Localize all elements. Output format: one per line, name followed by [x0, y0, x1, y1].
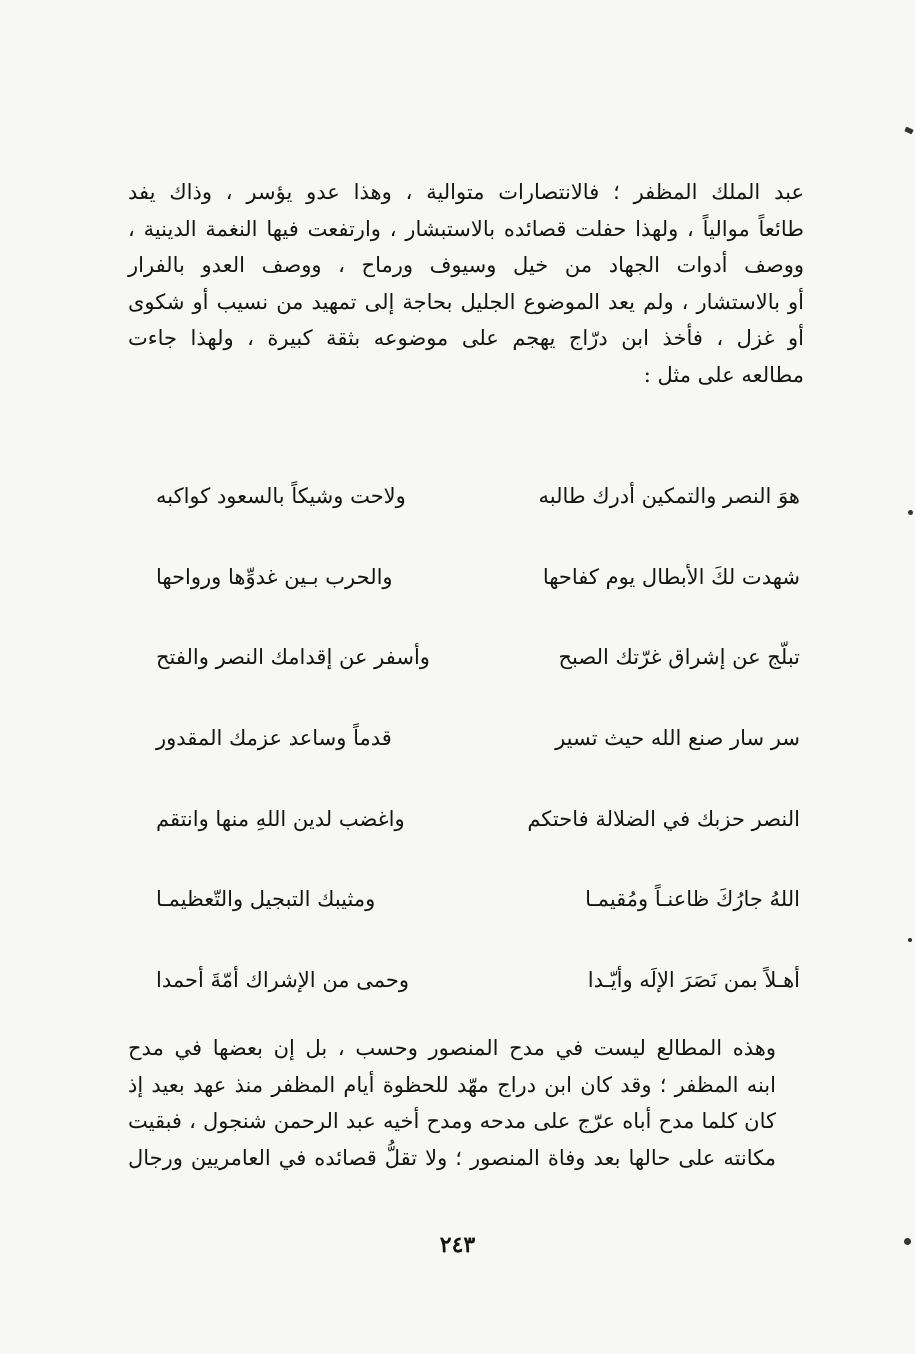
binding-speck	[908, 938, 912, 942]
text-line: كان كلما مدح أباه عرّج على مدحه ومدح أخيه عبد الرحمن شنجول ، فبقيت	[128, 1109, 776, 1134]
verse-second-hemistich: واغضب لدين اللهِ منها وانتقم	[156, 806, 405, 831]
text-line: مطالعه على مثل :	[643, 362, 804, 387]
text-line: ووصف أدوات الجهاد من خيل وسيوف ورماح ، ووصف العدو بالفرار	[128, 253, 804, 278]
verse-second-hemistich: وأسفر عن إقدامك النصر والفتح	[156, 645, 430, 670]
verse	[150, 720, 810, 801]
verse-first-hemistich: النصر حزبك في الضلالة فاحتكم	[527, 806, 800, 831]
text-line: أو غزل ، فأخذ ابن درّاج يهجم على موضوعه بثقة كبيرة ، ولهذا جاءت	[128, 326, 804, 351]
text-line: ابنه المظفر ؛ وقد كان ابن دراج مهّد للحظوة أيام المظفر منذ عهد بعيد إذ	[128, 1072, 776, 1097]
poetry-verses	[150, 478, 810, 1043]
verse-second-hemistich: ومثيبك التبجيل والتّعظيمـا	[156, 887, 376, 912]
verse-second-hemistich: وحمى من الإشراك أمّةَ أحمدا	[156, 968, 409, 993]
text-line: أو بالاستشار ، ولم يعد الموضوع الجليل بحاجة إلى تمهيد من نسيب أو شكوى	[128, 289, 804, 314]
verse-first-hemistich: تبلّج عن إشراق غرّتك الصبح	[558, 645, 800, 670]
text-line: طائعاً موالياً ، ولهذا حفلت قصائده بالاستبشار ، وارتفعت فيها النغمة الدينية ،	[128, 216, 804, 241]
paragraph-top	[128, 174, 804, 394]
verse-second-hemistich: ولاحت وشيكاً بالسعود كواكبه	[156, 484, 406, 508]
text-line: وهذه المطالع ليست في مدح المنصور وحسب ، بل إن بعضها في مدح	[128, 1036, 776, 1060]
verse-second-hemistich: قدماً وساعد عزمك المقدور	[156, 726, 392, 751]
binding-speck	[904, 127, 913, 135]
verse	[150, 881, 810, 962]
binding-speck	[904, 1238, 911, 1245]
verse-first-hemistich: أهـلاً بمن نَصَرَ الإلَه وأيّـدا	[587, 968, 800, 993]
verse	[150, 478, 810, 559]
verse	[150, 801, 810, 882]
binding-speck	[908, 510, 913, 515]
page-number: ٢٤٣	[439, 1232, 476, 1258]
verse	[150, 559, 810, 640]
verse	[150, 639, 810, 720]
text-line: مكانته على حالها بعد وفاة المنصور ؛ ولا تقلُّ قصائده في العامريين ورجال	[128, 1145, 776, 1170]
verse-first-hemistich: سر سار صنع الله حيث تسير	[555, 726, 800, 751]
text-line: عبد الملك المظفر ؛ فالانتصارات متوالية ، وهذا عدو يؤسر ، وذاك يفد	[128, 180, 804, 204]
verse-first-hemistich: اللهُ جارُكَ ظاعنـاً ومُقيمـا	[585, 887, 800, 912]
verse-second-hemistich: والحرب بـين غدوِّها ورواحها	[156, 564, 393, 589]
paragraph-bottom	[128, 1030, 804, 1176]
verse-first-hemistich: هوَ النصر والتمكين أدرك طالبه	[538, 484, 800, 508]
verse-first-hemistich: شهدت لكَ الأبطال يوم كفاحها	[542, 564, 800, 589]
